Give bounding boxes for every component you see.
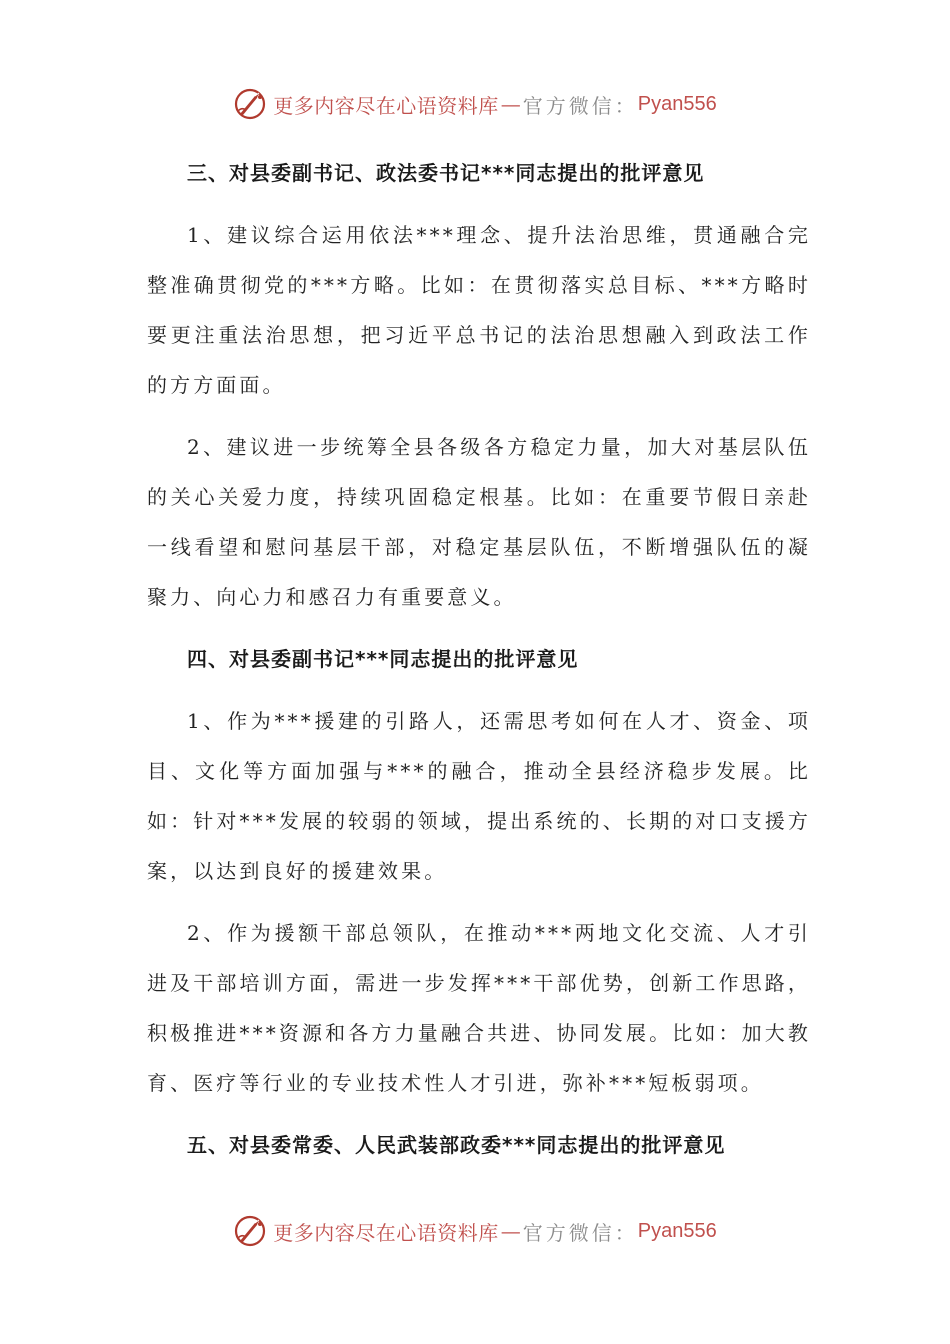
section-3-heading: 三、对县委副书记、政法委书记***同志提出的批评意见 <box>187 161 705 185</box>
watermark-wechat-id: Pyan556 <box>637 92 717 115</box>
watermark-dash: — <box>500 1219 521 1243</box>
document-body <box>147 148 811 1182</box>
quill-pen-logo-icon <box>233 1214 267 1248</box>
watermark-site-text: 更多内容尽在心语资料库 <box>273 1220 499 1245</box>
quill-pen-logo-icon <box>233 87 267 121</box>
section-4-paragraph-1: 1、作为***援建的引路人，还需思考如何在人才、资金、项目、文化等方面加强与***的融合，推动全县经济稳步发展。比如：针对***发展的较弱的领域，提出系统的、长期的对口支援方案，以达到良好的援建效果。 <box>147 709 811 883</box>
watermark-banner-top <box>0 84 950 124</box>
watermark-label: 官方微信： <box>522 93 638 118</box>
section-4-paragraph-2: 2、作为援额干部总领队，在推动***两地文化交流、人才引进及干部培训方面，需进一步发挥***干部优势，创新工作思路，积极推进***资源和各方力量融合共进、协同发展。比如：加大教育、医疗等行业的专业技术性人才引进，弥补***短板弱项。 <box>147 921 811 1095</box>
section-4-heading: 四、对县委副书记***同志提出的批评意见 <box>187 647 579 671</box>
section-3-paragraph-2: 2、建议进一步统筹全县各级各方稳定力量，加大对基层队伍的关心关爱力度，持续巩固稳定根基。比如：在重要节假日亲赴一线看望和慰问基层干部，对稳定基层队伍，不断增强队伍的凝聚力、向心力和感召力有重要意义。 <box>147 435 811 609</box>
watermark-label: 官方微信： <box>522 1220 638 1245</box>
watermark-dash: — <box>500 92 521 116</box>
watermark-site-text: 更多内容尽在心语资料库 <box>273 93 499 118</box>
section-3-paragraph-1: 1、建议综合运用依法***理念、提升法治思维，贯通融合完整准确贯彻党的***方略。比如：在贯彻落实总目标、***方略时要更注重法治思想，把习近平总书记的法治思想融入到政法工作的方方面面。 <box>147 223 811 397</box>
watermark-wechat-id: Pyan556 <box>637 1219 717 1242</box>
section-5-heading: 五、对县委常委、人民武装部政委***同志提出的批评意见 <box>187 1133 726 1157</box>
watermark-banner-bottom <box>0 1211 950 1251</box>
